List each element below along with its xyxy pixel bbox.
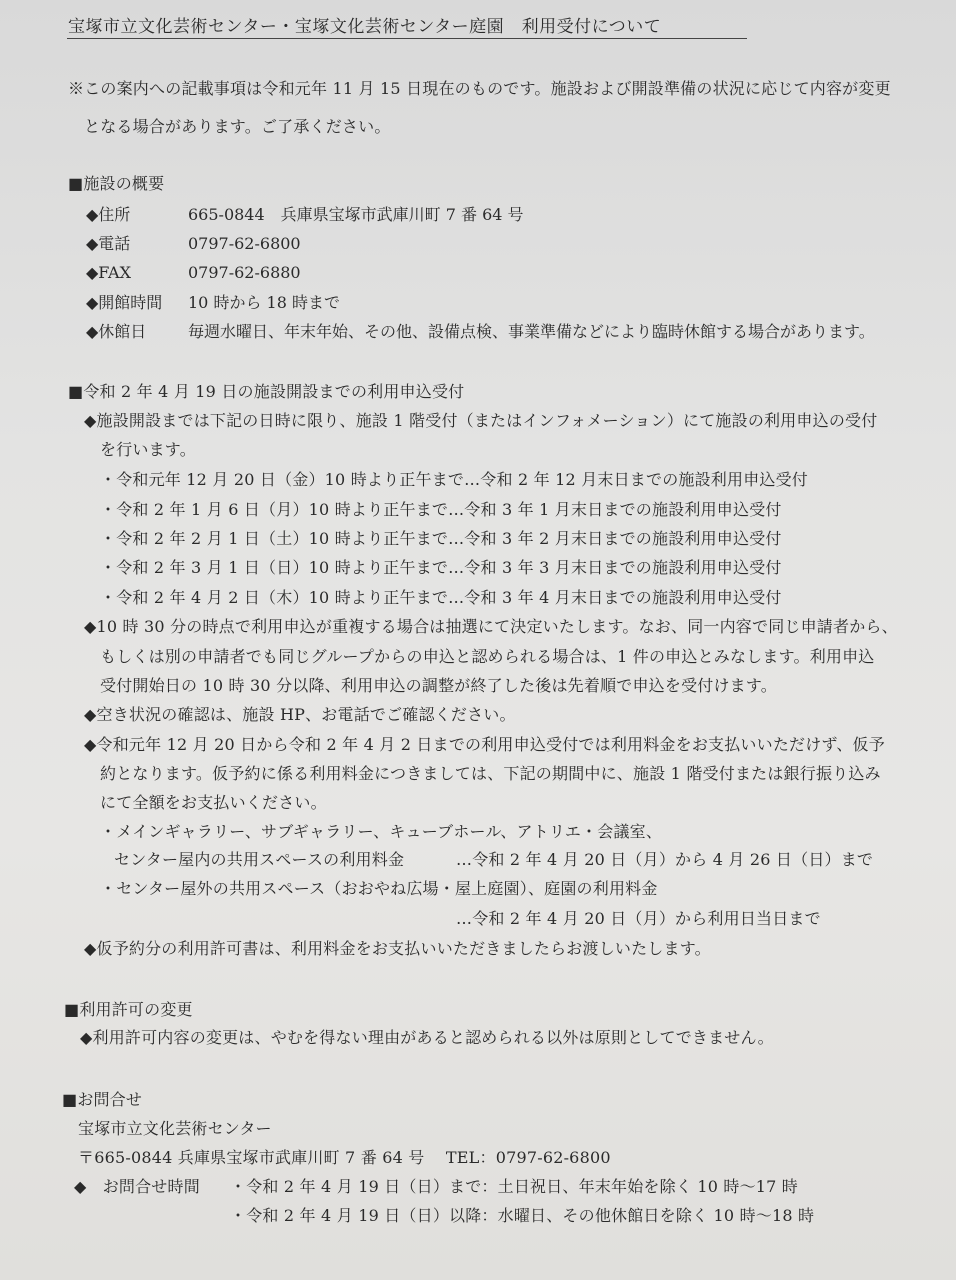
lottery-line-1: ◆10 時 30 分の時点で利用申込が重複する場合は抽選にて決定いたします。なお、同一内容で同じ申請者から、 <box>84 617 898 636</box>
schedule-item: ・令和 2 年 1 月 6 日（月）10 時より正午まで…令和 3 年 1 月末日までの施設利用申込受付 <box>100 500 782 519</box>
fee-indoor-period: …令和 2 年 4 月 20 日（月）から 4 月 26 日（日）まで <box>456 850 874 869</box>
hours-value: 10 時から 18 時まで <box>188 293 340 312</box>
notice-line-2: となる場合があります。ご了承ください。 <box>84 117 391 136</box>
closed-days-label: ◆休館日 <box>86 322 147 341</box>
address-label: ◆住所 <box>86 205 131 224</box>
lottery-line-2: もしくは別の申請者でも同じグループからの申込と認められる場合は、1 件の申込とみなします。利用申込 <box>100 647 875 666</box>
payment-line-2: 約となります。仮予約に係る利用料金につきましては、下記の期間中に、施設 1 階受付または銀行振り込み <box>100 764 881 783</box>
fax-value: 0797-62-6880 <box>188 263 301 282</box>
reservation-intro-1: ◆施設開設までは下記の日時に限り、施設 1 階受付（またはインフォメーション）にて施設の利用申込の受付 <box>84 411 878 430</box>
change-text: ◆利用許可内容の変更は、やむを得ない理由があると認められる以外は原則としてできません。 <box>80 1028 774 1047</box>
permit-line: ◆仮予約分の利用許可書は、利用料金をお支払いいただきましたらお渡しいたします。 <box>84 939 711 958</box>
address-value: 665-0844 兵庫県宝塚市武庫川町 7 番 64 号 <box>188 205 524 224</box>
contact-heading: ■お問合せ <box>62 1090 143 1109</box>
schedule-item: ・令和 2 年 3 月 1 日（日）10 時より正午まで…令和 3 年 3 月末日までの施設利用申込受付 <box>100 558 782 577</box>
availability-line: ◆空き状況の確認は、施設 HP、お電話でご確認ください。 <box>84 705 516 724</box>
closed-days-value: 毎週水曜日、年末年始、その他、設備点検、事業準備などにより臨時休館する場合があります。 <box>188 322 875 341</box>
contact-hours-label: ◆ お問合せ時間 <box>74 1177 200 1196</box>
fee-outdoor-line-1: ・センター屋外の共用スペース（おおやね広場・屋上庭園）、庭園の利用料金 <box>100 879 658 898</box>
overview-heading: ■施設の概要 <box>68 174 165 193</box>
payment-line-3: にて全額をお支払いください。 <box>100 793 327 812</box>
hours-label: ◆開館時間 <box>86 293 163 312</box>
phone-label: ◆電話 <box>86 234 131 253</box>
title-underline <box>67 38 747 39</box>
lottery-line-3: 受付開始日の 10 時 30 分以降、利用申込の調整が終了した後は先着順で申込を受付けます。 <box>100 676 777 695</box>
schedule-item: ・令和 2 年 4 月 2 日（木）10 時より正午まで…令和 3 年 4 月末日までの施設利用申込受付 <box>100 588 782 607</box>
reservation-intro-2: を行います。 <box>100 440 196 459</box>
contact-hours-1: ・令和 2 年 4 月 19 日（日）まで：土日祝日、年末年始を除く 10 時～17 時 <box>230 1177 799 1196</box>
phone-value: 0797-62-6800 <box>188 234 301 253</box>
fax-label: ◆FAX <box>86 263 131 282</box>
fee-indoor-line-1: ・メインギャラリー、サブギャラリー、キューブホール、アトリエ・会議室、 <box>100 822 663 841</box>
page-title: 宝塚市立文化芸術センター・宝塚文化芸術センター庭園 利用受付について <box>68 17 662 37</box>
change-heading: ■利用許可の変更 <box>64 1000 193 1019</box>
fee-indoor-line-2: センター屋内の共用スペースの利用料金 <box>114 850 405 869</box>
contact-hours-2: ・令和 2 年 4 月 19 日（日）以降：水曜日、その他休館日を除く 10 時～18 時 <box>230 1206 815 1225</box>
contact-address: 〒665-0844 兵庫県宝塚市武庫川町 7 番 64 号 TEL：0797-62-6800 <box>78 1148 611 1167</box>
payment-line-1: ◆令和元年 12 月 20 日から令和 2 年 4 月 2 日までの利用申込受付では利用料金をお支払いいただけず、仮予 <box>84 735 885 754</box>
schedule-item: ・令和元年 12 月 20 日（金）10 時より正午まで…令和 2 年 12 月末日までの施設利用申込受付 <box>100 470 808 489</box>
contact-org: 宝塚市立文化芸術センター <box>78 1119 272 1138</box>
reservation-heading: ■令和 2 年 4 月 19 日の施設開設までの利用申込受付 <box>68 382 465 401</box>
schedule-item: ・令和 2 年 2 月 1 日（土）10 時より正午まで…令和 3 年 2 月末日までの施設利用申込受付 <box>100 529 782 548</box>
fee-outdoor-period: …令和 2 年 4 月 20 日（月）から利用日当日まで <box>456 909 821 928</box>
notice-line-1: ※この案内への記載事項は令和元年 11 月 15 日現在のものです。施設および開設準備の状況に応じて内容が変更 <box>68 79 891 98</box>
